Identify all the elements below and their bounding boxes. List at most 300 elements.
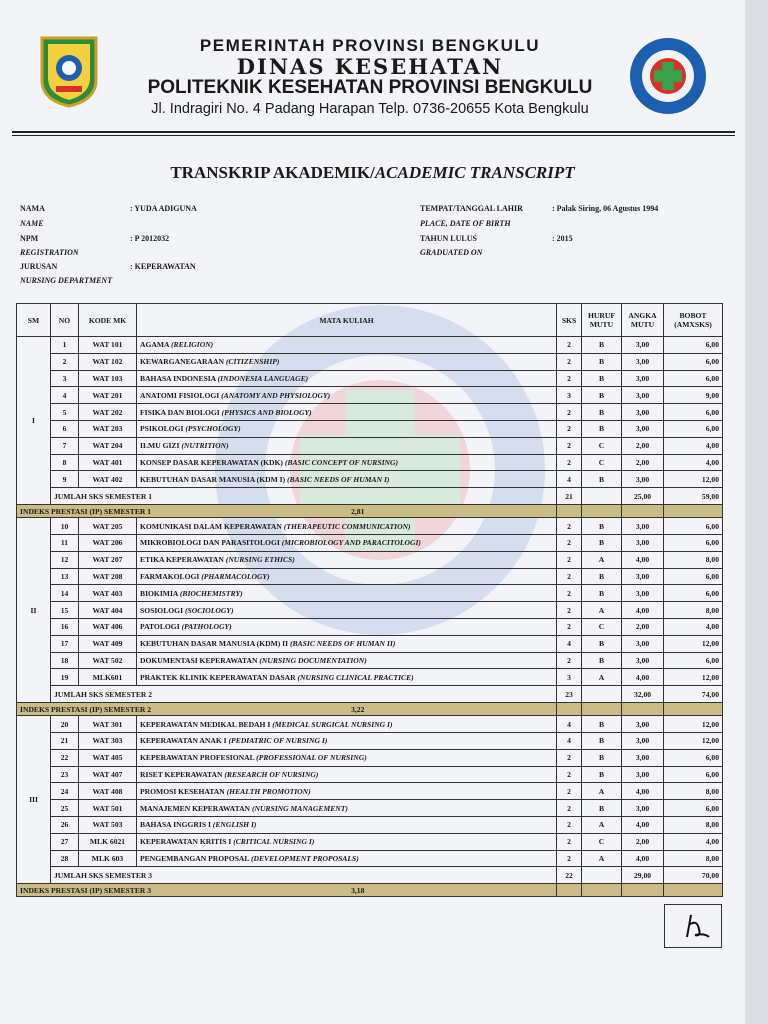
course-letter-grade: B: [582, 337, 622, 354]
header-kode-mk: KODE MK: [79, 304, 137, 337]
course-number: 12: [51, 551, 79, 568]
course-name-id: KEWARGANEGARAAN: [140, 357, 226, 367]
table-row: [17, 454, 723, 471]
course-name-en: (NURSING ETHICS): [225, 555, 295, 565]
grad-label: TAHUN LULUS: [420, 234, 477, 243]
course-letter-grade: B: [582, 534, 622, 551]
ip-empty: [582, 505, 622, 518]
course-code: WAT 409: [79, 635, 137, 652]
header-line-3: POLITEKNIK KESEHATAN PROVINSI BENGKULU: [147, 77, 593, 98]
course-name: [137, 669, 557, 686]
dept-label-en: NURSING DEPARTMENT: [20, 276, 113, 285]
course-sks: 2: [557, 420, 582, 437]
course-code: WAT 502: [79, 652, 137, 669]
semester-ip-row: [17, 703, 723, 716]
ip-empty: [622, 884, 664, 897]
course-weight: 6,00: [664, 652, 723, 669]
course-number: 3: [51, 370, 79, 387]
course-weight: 12,00: [664, 669, 723, 686]
table-row: [17, 716, 723, 733]
course-letter-grade: A: [582, 816, 622, 833]
header-line-1: PEMERINTAH PROVINSI BENGKULU: [199, 36, 541, 55]
course-name-id: PRAKTEK KLINIK KEPERAWATAN DASAR: [140, 672, 298, 682]
signature-initial-box: [664, 904, 722, 948]
course-weight: 8,00: [664, 551, 723, 568]
semester-total-sks: 21: [557, 488, 582, 505]
course-name: [137, 833, 557, 850]
course-number: 9: [51, 471, 79, 488]
course-letter-grade: B: [582, 353, 622, 370]
course-grade-point: 3,00: [622, 732, 664, 749]
course-code: WAT 201: [79, 387, 137, 404]
course-weight: 8,00: [664, 816, 723, 833]
course-grade-point: 3,00: [622, 800, 664, 817]
course-weight: 12,00: [664, 635, 723, 652]
dept-value: : KEPERAWATAN: [130, 262, 196, 271]
npm-label: NPM: [20, 234, 39, 243]
course-letter-grade: A: [582, 850, 622, 867]
course-sks: 2: [557, 534, 582, 551]
table-header-row: [17, 304, 723, 337]
course-code: WAT 408: [79, 783, 137, 800]
course-code: WAT 207: [79, 551, 137, 568]
course-letter-grade: B: [582, 370, 622, 387]
course-name-en: (ENGLISH I): [212, 820, 257, 830]
course-name-en: (DEVELOPMENT PROPOSALS): [250, 853, 359, 863]
course-code: MLK601: [79, 669, 137, 686]
course-name-en: (PHARMACOLOGY): [201, 571, 270, 581]
course-sks: 2: [557, 353, 582, 370]
course-weight: 9,00: [664, 387, 723, 404]
course-name-id: KOMUNIKASI DALAM KEPERAWATAN: [140, 521, 284, 531]
course-code: MLK 603: [79, 850, 137, 867]
course-name-en: (PSYCHOLOGY): [185, 424, 241, 434]
table-row: [17, 669, 723, 686]
course-letter-grade: B: [582, 749, 622, 766]
course-name-en: (MEDICAL SURGICAL NURSING I): [272, 719, 393, 729]
course-weight: 6,00: [664, 749, 723, 766]
course-sks: 4: [557, 471, 582, 488]
course-number: 5: [51, 404, 79, 421]
course-weight: 8,00: [664, 850, 723, 867]
course-sks: 2: [557, 437, 582, 454]
npm-label-en: REGISTRATION: [20, 248, 79, 257]
course-name-en: (SOCIOLOGY): [184, 605, 234, 615]
course-name-en: (PHYSICS AND BIOLOGY): [221, 407, 312, 417]
course-letter-grade: B: [582, 387, 622, 404]
course-sks: 2: [557, 568, 582, 585]
ip-empty: [664, 703, 723, 716]
course-weight: 6,00: [664, 420, 723, 437]
table-row: [17, 602, 723, 619]
table-row: [17, 816, 723, 833]
course-name-id: PENGEMBANGAN PROPOSAL: [140, 853, 251, 863]
header-angka-mutu: ANGKA MUTU: [622, 304, 664, 337]
course-grade-point: 2,00: [622, 833, 664, 850]
course-name-en: (MICROBIOLOGY AND PARACITOLOGI): [281, 538, 421, 548]
ip-empty: [557, 505, 582, 518]
course-sks: 2: [557, 370, 582, 387]
course-weight: 6,00: [664, 534, 723, 551]
course-number: 4: [51, 387, 79, 404]
course-name: [137, 850, 557, 867]
table-row: [17, 420, 723, 437]
course-name-id: KEPERAWATAN MEDIKAL BEDAH I: [140, 719, 273, 729]
course-letter-grade: A: [582, 551, 622, 568]
course-sks: 2: [557, 652, 582, 669]
course-number: 10: [51, 518, 79, 535]
course-name: [137, 783, 557, 800]
course-number: 17: [51, 635, 79, 652]
course-grade-point: 3,00: [622, 635, 664, 652]
semester-total-label: JUMLAH SKS SEMESTER 2: [51, 686, 557, 703]
semester-total-grade-point: 29,00: [622, 867, 664, 884]
table-row: [17, 618, 723, 635]
course-sks: 4: [557, 732, 582, 749]
semester-ip-value: 3,18: [351, 885, 365, 895]
course-name: [137, 816, 557, 833]
course-name-en: (BASIC CONCEPT OF NURSING): [284, 457, 399, 467]
scan-edge: [745, 0, 768, 1024]
course-sks: 3: [557, 669, 582, 686]
course-name-en: (THERAPEUTIC COMMUNICATION): [283, 521, 411, 531]
table-row: [17, 353, 723, 370]
course-name-id: SOSIOLOGI: [140, 605, 185, 615]
transcript-table: [16, 303, 723, 897]
course-letter-grade: A: [582, 602, 622, 619]
course-sks: 2: [557, 800, 582, 817]
course-name-id: FISIKA DAN BIOLOGI: [140, 407, 222, 417]
course-name: [137, 518, 557, 535]
course-name-id: MANAJEMEN KEPERAWATAN: [140, 803, 252, 813]
course-name: [137, 370, 557, 387]
birth-label: TEMPAT/TANGGAL LAHIR: [420, 204, 523, 213]
course-name: [137, 337, 557, 354]
course-sks: 2: [557, 454, 582, 471]
course-name-id: BAHASA INDONESIA: [140, 373, 218, 383]
course-code: WAT 101: [79, 337, 137, 354]
semester-total-label: JUMLAH SKS SEMESTER 3: [51, 867, 557, 884]
course-number: 21: [51, 732, 79, 749]
course-letter-grade: A: [582, 669, 622, 686]
semester-ip-label: INDEKS PRESTASI (IP) SEMESTER 1: [20, 506, 152, 516]
course-weight: 12,00: [664, 716, 723, 733]
course-sks: 2: [557, 618, 582, 635]
course-name: [137, 353, 557, 370]
course-number: 28: [51, 850, 79, 867]
course-weight: 4,00: [664, 618, 723, 635]
name-label-en: NAME: [20, 219, 44, 228]
course-code: WAT 401: [79, 454, 137, 471]
course-name-id: AGAMA: [140, 340, 172, 350]
table-row: [17, 652, 723, 669]
dept-label: JURUSAN: [20, 262, 58, 271]
course-weight: 4,00: [664, 437, 723, 454]
course-name-id: ETIKA KEPERAWATAN: [140, 555, 226, 565]
course-name: [137, 732, 557, 749]
semester-ip-label-cell: [17, 703, 557, 716]
header-sks: SKS: [557, 304, 582, 337]
course-name-id: ANATOMI FISIOLOGI: [140, 390, 222, 400]
course-number: 24: [51, 783, 79, 800]
semester-total-weight: 74,00: [664, 686, 723, 703]
course-letter-grade: B: [582, 568, 622, 585]
course-grade-point: 3,00: [622, 534, 664, 551]
header-address: Jl. Indragiri No. 4 Padang Harapan Telp. 0736-20655 Kota Bengkulu: [151, 101, 589, 117]
table-row: [17, 800, 723, 817]
semester-total-row: [17, 867, 723, 884]
header-mata-kuliah: MATA KULIAH: [137, 304, 557, 337]
document-title: [0, 163, 745, 183]
course-code: WAT 403: [79, 585, 137, 602]
course-weight: 6,00: [664, 568, 723, 585]
course-grade-point: 3,00: [622, 404, 664, 421]
course-name-en: (BASIC NEEDS OF HUMAN II): [289, 639, 396, 649]
table-row: [17, 534, 723, 551]
header-no: NO: [51, 304, 79, 337]
course-name-id: KEPERAWATAN PROFESIONAL: [140, 753, 257, 763]
course-sks: 2: [557, 337, 582, 354]
ip-empty: [557, 884, 582, 897]
course-sks: 2: [557, 850, 582, 867]
course-name-id: RISET KEPERAWATAN: [140, 769, 225, 779]
header-line-2: DINAS KESEHATAN: [236, 54, 504, 79]
course-grade-point: 3,00: [622, 337, 664, 354]
course-number: 11: [51, 534, 79, 551]
course-number: 16: [51, 618, 79, 635]
semester-ip-label: INDEKS PRESTASI (IP) SEMESTER 3: [20, 885, 152, 895]
header-bobot: BOBOT (AMXSKS): [664, 304, 723, 337]
table-row: [17, 635, 723, 652]
course-letter-grade: B: [582, 635, 622, 652]
course-sks: 3: [557, 387, 582, 404]
course-name-id: MIKROBIOLOGI DAN PARASITOLOGI: [140, 538, 282, 548]
course-sks: 2: [557, 783, 582, 800]
course-code: WAT 503: [79, 816, 137, 833]
course-weight: 8,00: [664, 602, 723, 619]
course-grade-point: 4,00: [622, 850, 664, 867]
semester-total-row: [17, 488, 723, 505]
course-grade-point: 4,00: [622, 783, 664, 800]
semester-total-row: [17, 686, 723, 703]
grad-label-en: GRADUATED ON: [420, 248, 483, 257]
semester-total-empty: [582, 867, 622, 884]
name-value: : YUDA ADIGUNA: [130, 204, 197, 213]
course-sks: 4: [557, 716, 582, 733]
course-name-id: KONSEP DASAR KEPERAWATAN (KDK): [140, 457, 285, 467]
course-code: WAT 303: [79, 732, 137, 749]
course-code: WAT 203: [79, 420, 137, 437]
course-grade-point: 3,00: [622, 518, 664, 535]
course-sks: 2: [557, 602, 582, 619]
course-sks: 2: [557, 766, 582, 783]
course-name-en: (CITIZENSHIP): [225, 357, 280, 367]
semester-cell: III: [17, 716, 51, 884]
course-letter-grade: B: [582, 585, 622, 602]
course-code: WAT 202: [79, 404, 137, 421]
course-letter-grade: C: [582, 833, 622, 850]
course-code: WAT 405: [79, 749, 137, 766]
poltekkes-emblem-icon: [628, 36, 708, 116]
ip-empty: [557, 703, 582, 716]
semester-total-weight: 59,00: [664, 488, 723, 505]
course-grade-point: 2,00: [622, 454, 664, 471]
ip-empty: [664, 505, 723, 518]
course-name: [137, 437, 557, 454]
province-emblem-icon: [38, 34, 100, 108]
table-row: [17, 437, 723, 454]
semester-ip-label-cell: [17, 884, 557, 897]
course-name: [137, 652, 557, 669]
course-name: [137, 551, 557, 568]
course-name-id: ILMU GIZI: [140, 441, 182, 451]
course-grade-point: 2,00: [622, 618, 664, 635]
course-code: MLK 6021: [79, 833, 137, 850]
course-letter-grade: B: [582, 766, 622, 783]
course-name-en: (NURSING DOCUMENTATION): [259, 655, 367, 665]
table-row: [17, 833, 723, 850]
course-name-en: (HEALTH PROMOTION): [226, 786, 311, 796]
course-name-en: (CRITICAL NURSING I): [233, 837, 315, 847]
course-name-id: KEPERAWATAN ANAK I: [140, 736, 229, 746]
course-letter-grade: C: [582, 618, 622, 635]
course-name: [137, 766, 557, 783]
ip-empty: [622, 703, 664, 716]
course-letter-grade: B: [582, 652, 622, 669]
course-code: WAT 102: [79, 353, 137, 370]
table-row: [17, 551, 723, 568]
course-sks: 2: [557, 833, 582, 850]
grad-value: : 2015: [552, 234, 573, 243]
transcript-body: [17, 337, 723, 897]
course-number: 2: [51, 353, 79, 370]
course-sks: 4: [557, 635, 582, 652]
course-number: 13: [51, 568, 79, 585]
table-row: [17, 387, 723, 404]
course-name: [137, 749, 557, 766]
course-grade-point: 4,00: [622, 816, 664, 833]
course-grade-point: 3,00: [622, 749, 664, 766]
semester-ip-row: [17, 505, 723, 518]
course-name: [137, 716, 557, 733]
course-sks: 2: [557, 585, 582, 602]
semester-ip-value: 2,81: [351, 506, 365, 516]
header-rule-thick: [12, 131, 735, 133]
header-sm: SM: [17, 304, 51, 337]
course-weight: 8,00: [664, 783, 723, 800]
course-weight: 6,00: [664, 518, 723, 535]
course-letter-grade: B: [582, 420, 622, 437]
course-name-id: BAHASA INGGRIS I: [140, 820, 213, 830]
course-code: WAT 406: [79, 618, 137, 635]
course-weight: 12,00: [664, 471, 723, 488]
semester-total-sks: 23: [557, 686, 582, 703]
course-grade-point: 3,00: [622, 370, 664, 387]
course-name: [137, 635, 557, 652]
course-number: 27: [51, 833, 79, 850]
course-grade-point: 3,00: [622, 420, 664, 437]
course-letter-grade: B: [582, 732, 622, 749]
table-row: [17, 732, 723, 749]
course-weight: 6,00: [664, 370, 723, 387]
course-grade-point: 4,00: [622, 602, 664, 619]
course-grade-point: 3,00: [622, 716, 664, 733]
ip-empty: [582, 884, 622, 897]
course-code: WAT 103: [79, 370, 137, 387]
course-name: [137, 404, 557, 421]
course-sks: 2: [557, 404, 582, 421]
course-letter-grade: B: [582, 716, 622, 733]
course-name: [137, 800, 557, 817]
course-code: WAT 205: [79, 518, 137, 535]
course-name: [137, 534, 557, 551]
course-name: [137, 568, 557, 585]
course-weight: 6,00: [664, 353, 723, 370]
table-row: [17, 850, 723, 867]
course-name-id: PATOLOGI: [140, 622, 182, 632]
semester-total-empty: [582, 686, 622, 703]
table-row: [17, 370, 723, 387]
course-name-en: (ANATOMY AND PHYSIOLOGY): [221, 390, 331, 400]
birth-value: : Palak Siring, 06 Agustus 1994: [552, 204, 659, 213]
course-weight: 6,00: [664, 800, 723, 817]
ip-empty: [664, 884, 723, 897]
course-grade-point: 3,00: [622, 471, 664, 488]
course-weight: 12,00: [664, 732, 723, 749]
course-name-id: PSIKOLOGI: [140, 424, 186, 434]
course-code: WAT 404: [79, 602, 137, 619]
course-name-id: PROMOSI KESEHATAN: [140, 786, 227, 796]
semester-total-weight: 70,00: [664, 867, 723, 884]
course-name-en: (NURSING MANAGEMENT): [251, 803, 348, 813]
course-number: 23: [51, 766, 79, 783]
course-name-id: KEBUTUHAN DASAR MANUSIA (KDM I): [140, 474, 288, 484]
course-name-en: (BIOCHEMISTRY): [179, 588, 243, 598]
semester-ip-row: [17, 884, 723, 897]
name-label: NAMA: [20, 204, 45, 213]
course-code: WAT 402: [79, 471, 137, 488]
table-row: [17, 568, 723, 585]
course-code: WAT 501: [79, 800, 137, 817]
course-letter-grade: C: [582, 437, 622, 454]
table-row: [17, 471, 723, 488]
semester-total-label: JUMLAH SKS SEMESTER 1: [51, 488, 557, 505]
course-name-en: (PROFESSIONAL OF NURSING): [256, 753, 367, 763]
course-grade-point: 3,00: [622, 353, 664, 370]
course-letter-grade: B: [582, 404, 622, 421]
course-letter-grade: B: [582, 518, 622, 535]
semester-ip-label-cell: [17, 505, 557, 518]
course-weight: 6,00: [664, 404, 723, 421]
course-name-en: (RELIGION): [171, 340, 214, 350]
title-italic: ACADEMIC TRANSCRIPT: [374, 163, 575, 182]
table-row: [17, 518, 723, 535]
course-sks: 2: [557, 749, 582, 766]
letterhead: [0, 30, 745, 130]
course-code: WAT 204: [79, 437, 137, 454]
course-grade-point: 4,00: [622, 669, 664, 686]
course-code: WAT 301: [79, 716, 137, 733]
course-name: [137, 454, 557, 471]
course-grade-point: 4,00: [622, 551, 664, 568]
course-letter-grade: B: [582, 800, 622, 817]
table-row: [17, 404, 723, 421]
title-main: TRANSKRIP AKADEMIK/: [170, 163, 375, 182]
ip-empty: [582, 703, 622, 716]
course-number: 8: [51, 454, 79, 471]
course-name-id: KEBUTUHAN DASAR MANUSIA (KDM) II: [140, 639, 290, 649]
course-letter-grade: C: [582, 454, 622, 471]
